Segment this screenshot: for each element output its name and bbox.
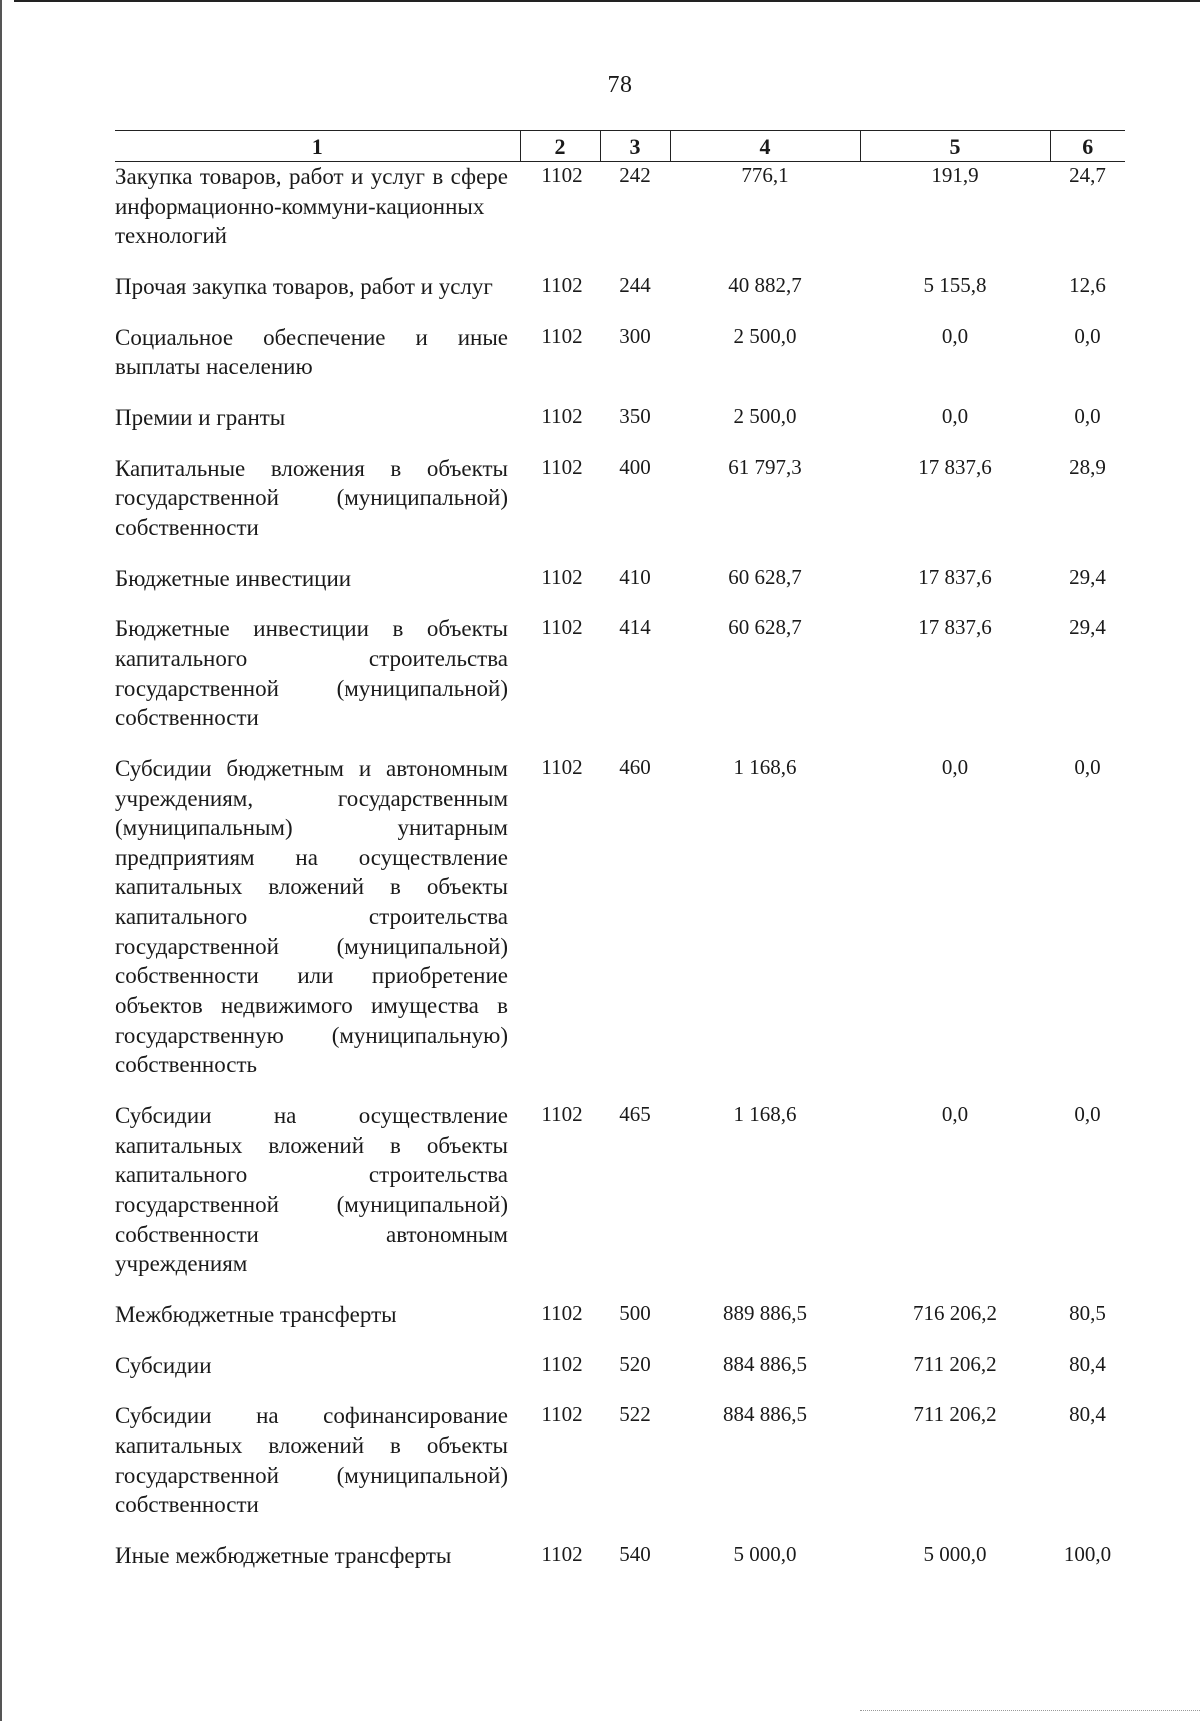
- column-header: 6: [1050, 131, 1125, 162]
- column-header: 4: [670, 131, 860, 162]
- column-header: 2: [520, 131, 600, 162]
- row-expense-type: 400: [619, 454, 651, 479]
- table-row: [115, 403, 1125, 454]
- table-row: [115, 1401, 1125, 1541]
- row-percent: 29,4: [1069, 615, 1106, 640]
- row-name: Субсидии на софинансирование капитальных вложений в объекты государственной (муниципальной) собственности: [115, 1403, 508, 1518]
- row-plan-value: 889 886,5: [723, 1301, 807, 1325]
- row-plan-value: 884 886,5: [723, 1402, 807, 1427]
- row-section-code: 1102: [541, 323, 583, 348]
- row-name: Субсидии на осуществление капитальных вложений в объекты капитального строительства государственной (муниципальной) собственности автономным учреждениям: [115, 1103, 508, 1277]
- row-section-code: 1102: [541, 564, 583, 589]
- row-plan-value: 61 797,3: [728, 454, 802, 479]
- row-actual-value: 5 000,0: [923, 1541, 987, 1566]
- row-percent: 80,5: [1069, 1301, 1106, 1325]
- row-section-code: 1102: [541, 454, 583, 479]
- row-expense-type: 242: [619, 163, 651, 187]
- table-row: [115, 1541, 1125, 1592]
- table-row: [115, 1300, 1125, 1351]
- row-percent: 12,6: [1069, 272, 1106, 297]
- row-percent: 100,0: [1063, 1541, 1112, 1566]
- column-header: 5: [860, 131, 1050, 162]
- row-percent: 80,4: [1069, 1402, 1106, 1427]
- row-name: Премии и гранты: [115, 404, 286, 430]
- row-percent: 28,9: [1069, 454, 1106, 479]
- table-body: [115, 162, 1125, 1592]
- table-row: [115, 564, 1125, 615]
- table-row: [115, 272, 1125, 323]
- column-header: 3: [600, 131, 670, 162]
- page-frame-left: [0, 0, 2, 1721]
- row-plan-value: 1 168,6: [733, 1102, 797, 1127]
- row-actual-value: 0,0: [941, 754, 969, 779]
- row-name: Субсидии бюджетным и автономным учреждениям, государственным (муниципальным) унитарным предприятиям на осуществление капитальных вложений в объекты капитального строительства государственной (муниципальной) собственности или приобретение объектов недвижимого имущества в государственную (муниципальную) собственность: [115, 755, 508, 1078]
- row-actual-value: 191,9: [931, 163, 979, 187]
- row-name: Капитальные вложения в объекты государственной (муниципальной) собственности: [115, 455, 508, 540]
- table-header-row: [115, 131, 1125, 162]
- row-plan-value: 40 882,7: [728, 272, 802, 297]
- row-percent: 80,4: [1069, 1351, 1106, 1376]
- row-name: Субсидии: [115, 1352, 212, 1378]
- budget-table: [115, 130, 1125, 1592]
- row-section-code: 1102: [541, 403, 583, 428]
- row-section-code: 1102: [541, 615, 583, 640]
- page-frame-top: [14, 0, 1200, 2]
- row-section-code: 1102: [541, 754, 583, 779]
- table-row: [115, 162, 1125, 272]
- row-plan-value: 2 500,0: [733, 403, 797, 428]
- row-percent: 0,0: [1074, 323, 1101, 348]
- row-percent: 24,7: [1069, 163, 1106, 187]
- table-row: [115, 614, 1125, 754]
- row-expense-type: 410: [619, 564, 651, 589]
- row-section-code: 1102: [541, 1541, 583, 1566]
- row-expense-type: 300: [619, 323, 651, 348]
- row-section-code: 1102: [541, 163, 583, 187]
- row-percent: 0,0: [1074, 403, 1101, 428]
- row-plan-value: 60 628,7: [728, 615, 802, 640]
- page-number: 78: [607, 72, 633, 98]
- row-plan-value: 60 628,7: [728, 564, 802, 589]
- row-name: Прочая закупка товаров, работ и услуг: [115, 273, 493, 299]
- row-section-code: 1102: [541, 1351, 583, 1376]
- row-expense-type: 460: [619, 754, 651, 779]
- row-section-code: 1102: [541, 272, 583, 297]
- row-section-code: 1102: [541, 1102, 583, 1127]
- table-row: [115, 1101, 1125, 1300]
- row-actual-value: 17 837,6: [918, 615, 992, 640]
- row-actual-value: 0,0: [941, 1102, 969, 1127]
- row-expense-type: 414: [619, 615, 651, 640]
- row-section-code: 1102: [541, 1402, 583, 1427]
- row-name: Социальное обеспечение и иные выплаты населению: [115, 324, 508, 380]
- row-expense-type: 350: [619, 403, 651, 428]
- row-expense-type: 500: [619, 1301, 651, 1325]
- row-plan-value: 776,1: [741, 163, 789, 187]
- row-expense-type: 465: [619, 1102, 651, 1127]
- row-plan-value: 5 000,0: [733, 1541, 797, 1566]
- row-actual-value: 0,0: [941, 403, 969, 428]
- row-section-code: 1102: [541, 1301, 583, 1325]
- table-row: [115, 754, 1125, 1101]
- column-header: 1: [115, 131, 520, 162]
- table-row: [115, 1351, 1125, 1402]
- row-percent: 0,0: [1074, 754, 1101, 779]
- row-percent: 0,0: [1074, 1102, 1101, 1127]
- row-percent: 29,4: [1069, 564, 1106, 589]
- row-expense-type: 244: [619, 272, 651, 297]
- row-plan-value: 2 500,0: [733, 323, 797, 348]
- table-row: [115, 454, 1125, 564]
- row-actual-value: 5 155,8: [923, 272, 987, 297]
- row-name: Межбюджетные трансферты: [115, 1302, 397, 1327]
- row-expense-type: 520: [619, 1351, 651, 1376]
- row-expense-type: 522: [619, 1402, 651, 1427]
- row-expense-type: 540: [619, 1541, 651, 1566]
- row-name: Бюджетные инвестиции: [115, 565, 352, 591]
- row-name: Иные межбюджетные трансферты: [115, 1542, 452, 1568]
- page-footer-line: [860, 1710, 1200, 1721]
- row-name: Закупка товаров, работ и услуг в сфере информационно-коммуни-кационных технологий: [115, 164, 508, 249]
- row-plan-value: 884 886,5: [723, 1351, 807, 1376]
- row-actual-value: 711 206,2: [913, 1351, 997, 1376]
- row-actual-value: 17 837,6: [918, 454, 992, 479]
- row-actual-value: 711 206,2: [913, 1402, 997, 1427]
- row-actual-value: 716 206,2: [913, 1301, 997, 1325]
- row-actual-value: 17 837,6: [918, 564, 992, 589]
- row-actual-value: 0,0: [941, 323, 969, 348]
- row-plan-value: 1 168,6: [733, 754, 797, 779]
- table-row: [115, 323, 1125, 403]
- row-name: Бюджетные инвестиции в объекты капитального строительства государственной (муниципальной) собственности: [115, 616, 508, 731]
